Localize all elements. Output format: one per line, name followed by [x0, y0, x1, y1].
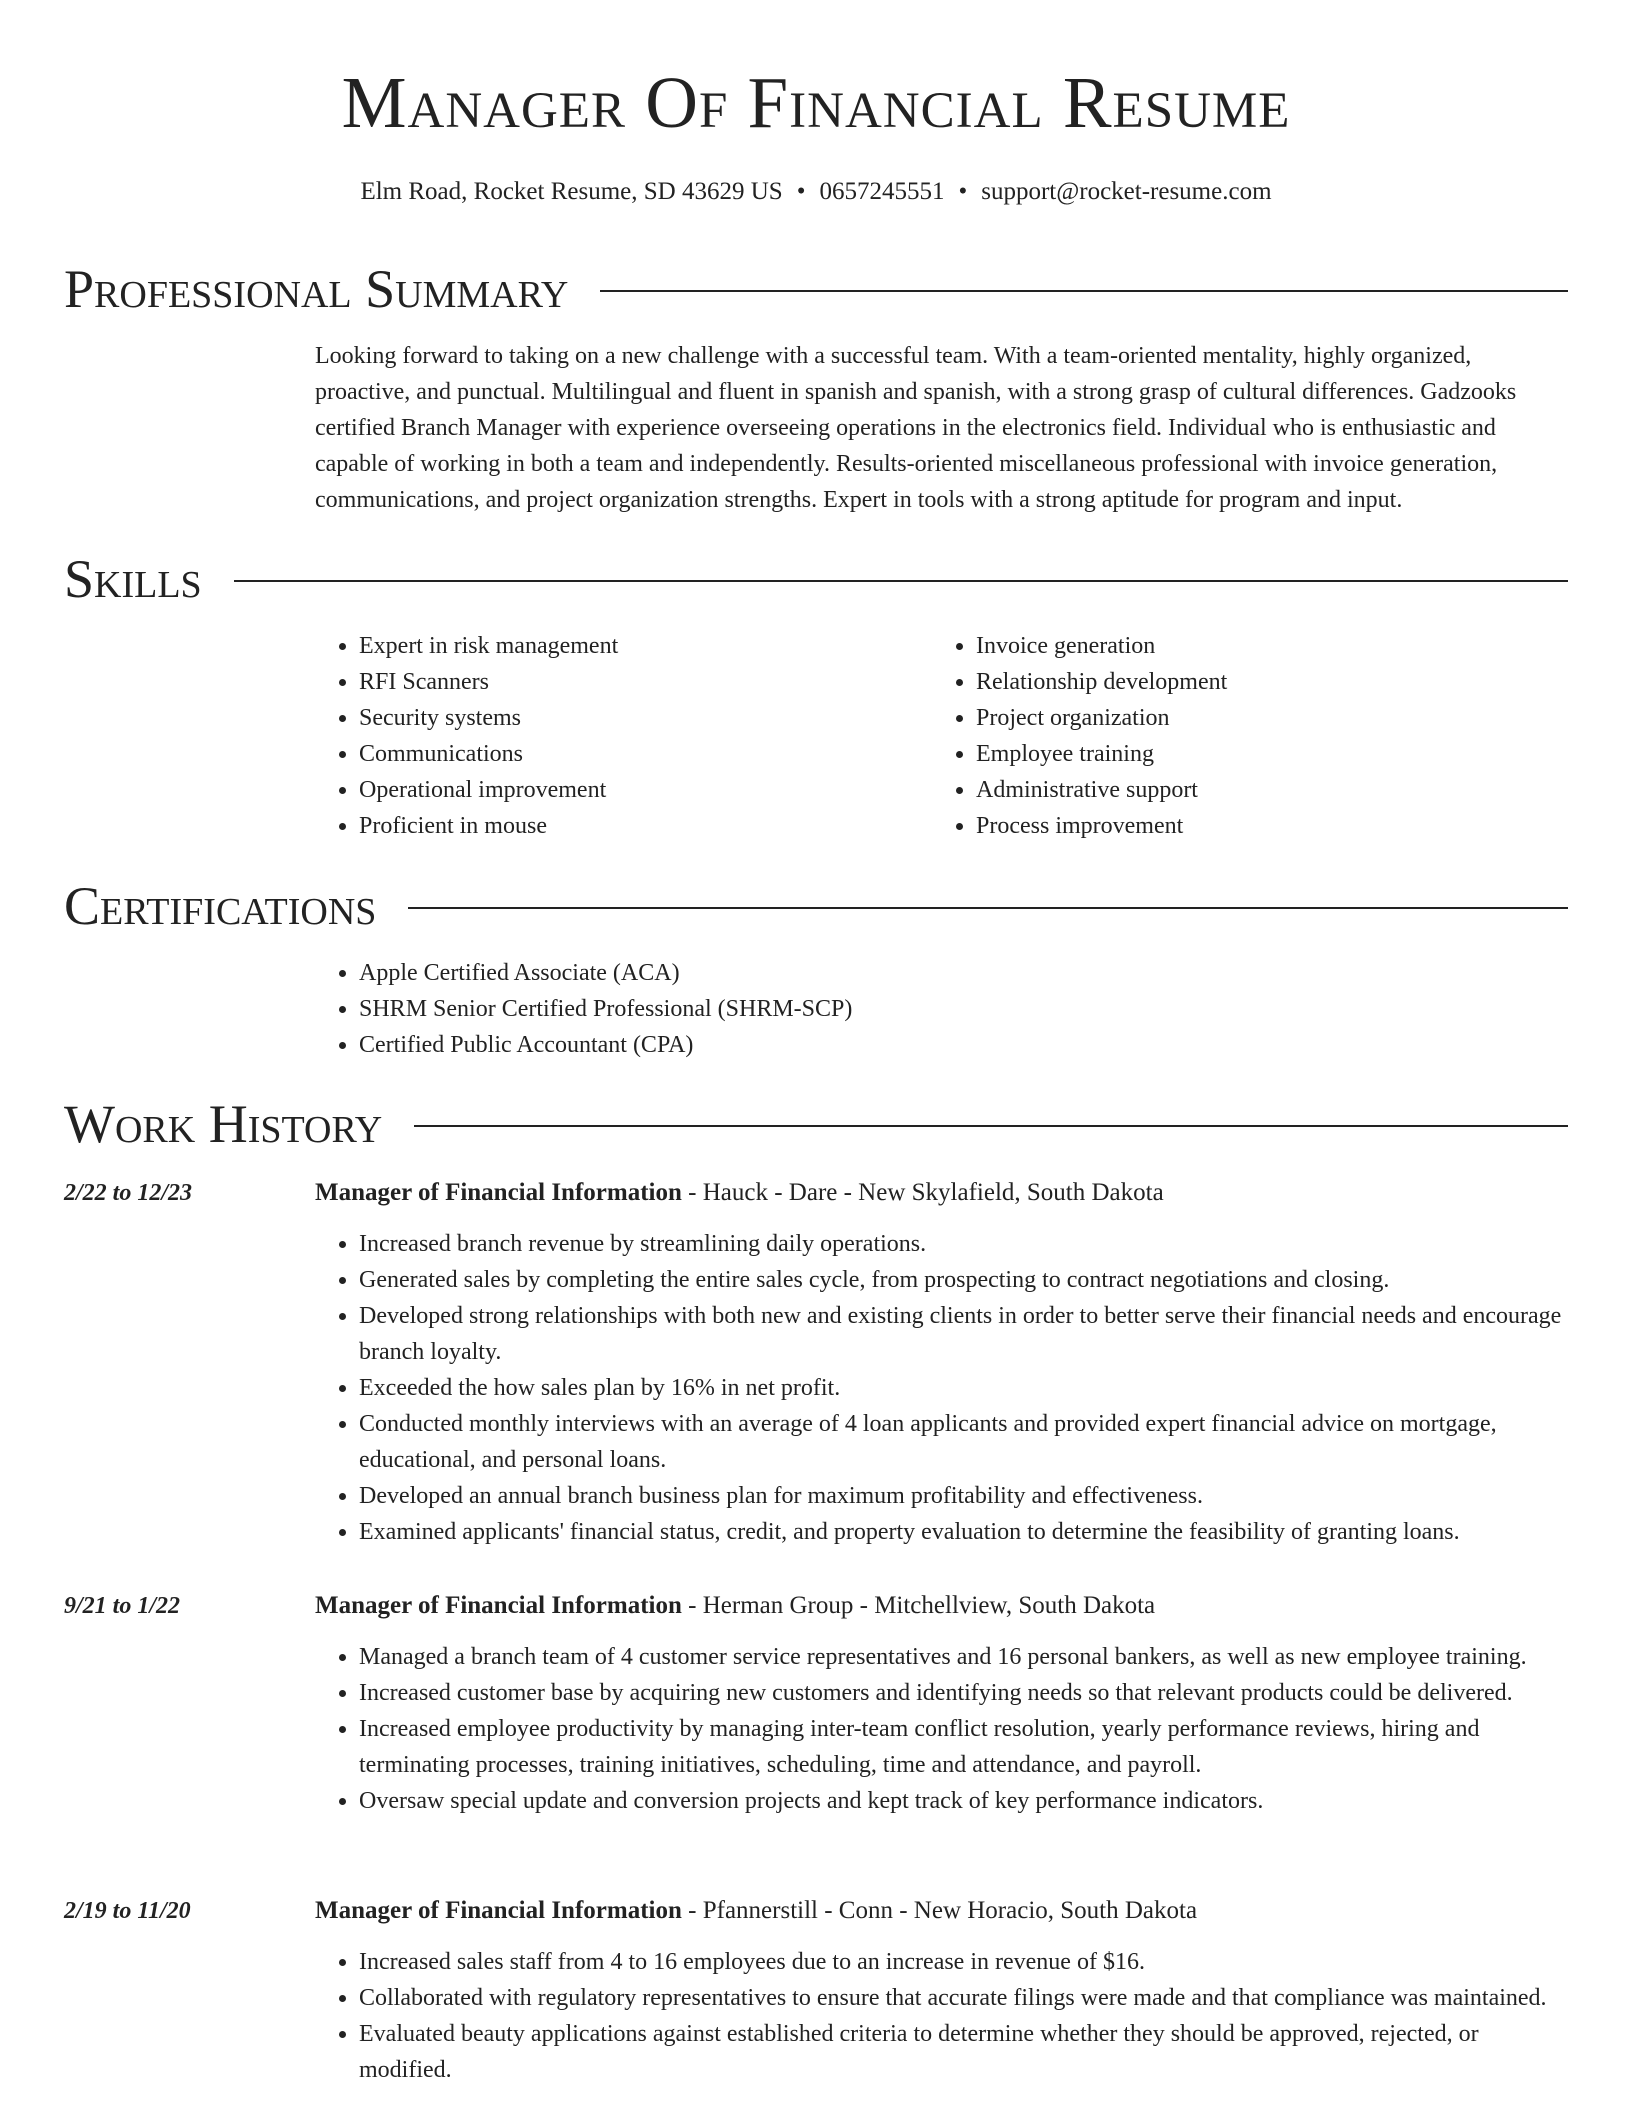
job-bullets [315, 1639, 1568, 1819]
skill-item: • Invoice generation [976, 628, 1492, 664]
section-header-summary [64, 254, 1568, 324]
certification-item: • Certified Public Accountant (CPA) [359, 1027, 1515, 1063]
section-rule [408, 907, 1568, 909]
section-header-certifications [64, 871, 1568, 941]
section-title-work: Work History [64, 1094, 383, 1154]
skill-item: • Project organization [976, 700, 1492, 736]
certifications-list-wrap [315, 955, 1515, 1063]
certification-item: • Apple Certified Associate (ACA) [359, 955, 1515, 991]
section-rule [234, 580, 1568, 582]
job-details: - Pfannerstill - Conn - New Horacio, South Dakota [681, 1897, 1198, 1924]
contact-line [0, 175, 1632, 209]
skill-item: • Proficient in mouse [359, 808, 875, 844]
skill-item: • RFI Scanners [359, 664, 875, 700]
section-title-certifications: Certifications [64, 876, 377, 936]
job-bullet: • Increased customer base by acquiring new customers and identifying needs so that relevant products could be delivered. [359, 1675, 1568, 1711]
section-rule [600, 290, 1568, 292]
job-role: Manager of Financial Information [315, 1592, 682, 1619]
skills-list-right [932, 628, 1492, 844]
job-bullet: • Increased sales staff from 4 to 16 employees due to an increase in revenue of $16. [359, 1944, 1568, 1980]
section-header-skills [64, 544, 1568, 614]
certification-item: • SHRM Senior Certified Professional (SHRM-SCP) [359, 991, 1515, 1027]
skills-column-right [932, 628, 1492, 844]
job-details: - Herman Group - Mitchellview, South Dakota [681, 1592, 1156, 1619]
contact-email: support@rocket-resume.com [981, 178, 1272, 205]
skill-item: • Expert in risk management [359, 628, 875, 664]
job-heading [315, 1588, 1568, 1624]
summary-text: Looking forward to taking on a new challenge with a successful team. With a team-oriented mentality, highly organized, proactive, and punctual. Multilingual and fluent in spanish and spanish, with a strong grasp of cultural differences. Gadzooks certified Branch Manager with experience overseeing operations in the electronics field. Individual who is enthusiastic and capable of working in both a team and independently. Results-oriented miscellaneous professional with invoice generation, communications, and project organization strengths. Expert in tools with a strong aptitude for program and input. [315, 343, 1517, 513]
job-bullet-list [315, 1639, 1568, 1819]
certifications-list [315, 955, 1515, 1063]
section-header-work [64, 1089, 1568, 1159]
resume-name: Manager Of Financial Resume [341, 62, 1291, 143]
job-dates: 2/19 to 11/20 [64, 1898, 191, 1924]
job-dates: 2/22 to 12/23 [64, 1180, 193, 1206]
job-role: Manager of Financial Information [315, 1179, 682, 1206]
section-title-summary: Professional Summary [64, 259, 569, 319]
job-bullet: • Managed a branch team of 4 customer service representatives and 16 personal bankers, as well as new employee training. [359, 1639, 1568, 1675]
job-role: Manager of Financial Information [315, 1897, 682, 1924]
section-rule [414, 1125, 1568, 1127]
skill-item: • Security systems [359, 700, 875, 736]
skills-list-left [315, 628, 875, 844]
job-bullet: • Increased employee productivity by managing inter-team conflict resolution, yearly performance reviews, hiring and terminating processes, training initiatives, scheduling, time and attendance, and payroll. [359, 1711, 1568, 1783]
job-bullet: • Increased branch revenue by streamlining daily operations. [359, 1226, 1568, 1262]
contact-address: Elm Road, Rocket Resume, SD 43629 US [360, 178, 783, 205]
contact-separator: • [958, 178, 968, 205]
job-bullet: • Conducted monthly interviews with an average of 4 loan applicants and provided expert financial advice on mortgage, educational, and personal loans. [359, 1406, 1568, 1478]
job-dates: 9/21 to 1/22 [64, 1593, 181, 1619]
job-heading [315, 1893, 1568, 1929]
job-bullet: • Exceeded the how sales plan by 16% in net profit. [359, 1370, 1568, 1406]
contact-separator: • [796, 178, 806, 205]
section-title-skills: Skills [64, 549, 202, 609]
job-bullets [315, 1226, 1568, 1550]
skill-item: • Relationship development [976, 664, 1492, 700]
job-bullet: • Generated sales by completing the entire sales cycle, from prospecting to contract negotiations and closing. [359, 1262, 1568, 1298]
skill-item: • Operational improvement [359, 772, 875, 808]
skill-item: • Process improvement [976, 808, 1492, 844]
job-bullet: • Developed strong relationships with both new and existing clients in order to better serve their financial needs and encourage branch loyalty. [359, 1298, 1568, 1370]
skills-column-left [315, 628, 875, 844]
job-bullet: • Examined applicants' financial status, credit, and property evaluation to determine the feasibility of granting loans. [359, 1514, 1568, 1550]
skill-item: • Communications [359, 736, 875, 772]
job-bullets [315, 1944, 1568, 2088]
job-bullet-list [315, 1226, 1568, 1550]
skill-item: • Employee training [976, 736, 1492, 772]
job-details: - Hauck - Dare - New Skylafield, South Dakota [681, 1179, 1164, 1206]
contact-phone: 0657245551 [819, 178, 945, 205]
job-bullet: • Developed an annual branch business plan for maximum profitability and effectiveness. [359, 1478, 1568, 1514]
job-bullet-list [315, 1944, 1568, 2088]
job-bullet: • Collaborated with regulatory representatives to ensure that accurate filings were made and that compliance was maintained. [359, 1980, 1568, 2016]
job-heading [315, 1175, 1568, 1211]
job-bullet: • Evaluated beauty applications against established criteria to determine whether they should be approved, rejected, or modified. [359, 2016, 1568, 2088]
skill-item: • Administrative support [976, 772, 1492, 808]
job-bullet: • Oversaw special update and conversion projects and kept track of key performance indicators. [359, 1783, 1568, 1819]
